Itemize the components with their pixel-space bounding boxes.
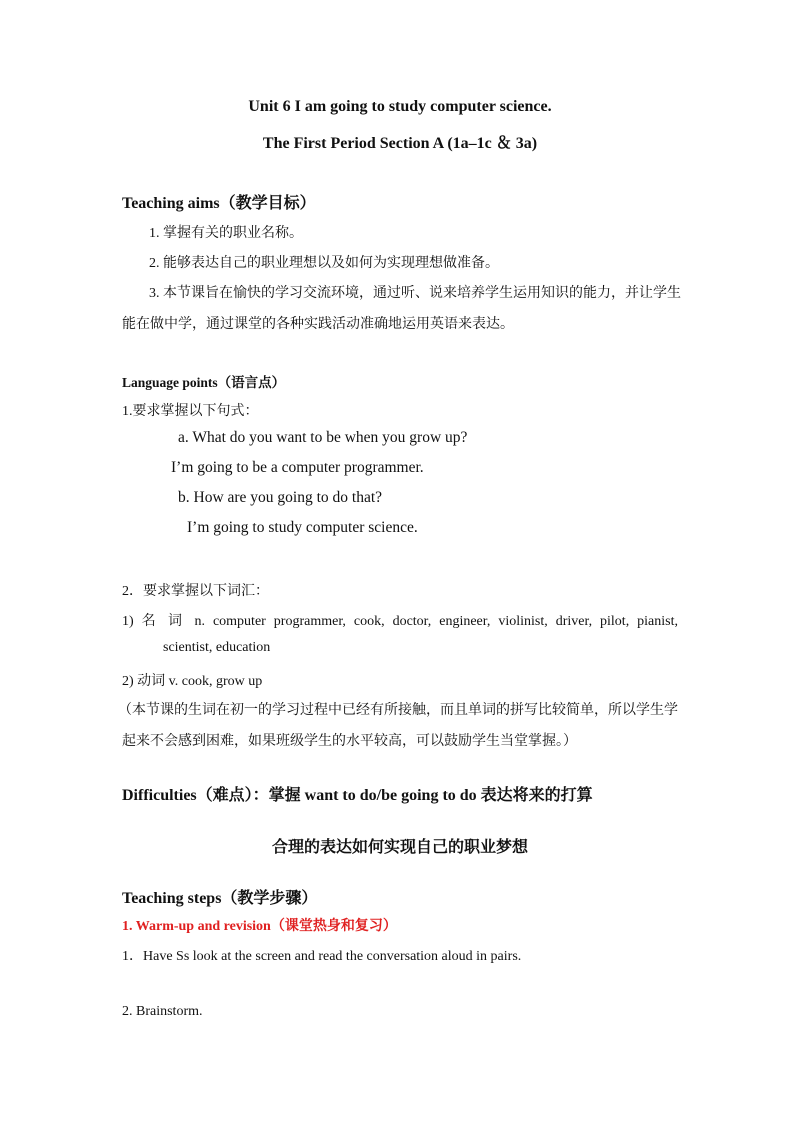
note-line-1: （本节课的生词在初一的学习过程中已经有所接触，而且单词的拼写比较简单，所以学生学: [118, 703, 678, 718]
title-line-1: Unit 6 I am going to study computer science.: [248, 98, 552, 115]
sentence-requirement: 1.要求掌握以下句式：: [122, 404, 259, 419]
step-1-heading: 1. Warm-up and revision（课堂热身和复习）: [122, 919, 397, 934]
teaching-aims-heading: Teaching aims（教学目标）: [122, 195, 316, 212]
step-1-item-1: 1．Have Ss look at the screen and read the conversation aloud in pairs.: [122, 949, 522, 964]
difficulties-line-2: 合理的表达如何实现自己的职业梦想: [271, 839, 528, 856]
difficulties-line-1: Difficulties（难点）：掌握 want to do/be going to do 表达将来的打算: [122, 787, 593, 804]
language-points-heading: Language points（语言点）: [122, 375, 286, 390]
verbs-line: 2) 动词 v. cook, grow up: [122, 674, 263, 689]
vocabulary-requirement: 2．要求掌握以下词汇：: [122, 584, 269, 599]
nouns-line-1: 1) 名 词 n. computer programmer, cook, doctor, engineer, violinist, driver, pilot, pianist,: [122, 614, 678, 629]
sentence-b-answer: I’m going to study computer science.: [187, 519, 418, 536]
note-line-2: 起来不会感到困难，如果班级学生的水平较高，可以鼓励学生当堂掌握。）: [122, 734, 577, 749]
sentence-a-answer: I’m going to be a computer programmer.: [171, 459, 424, 476]
teaching-steps-heading: Teaching steps（教学步骤）: [122, 890, 318, 907]
sentence-b-question: b. How are you going to do that?: [178, 489, 383, 506]
aim-item-2: 2. 能够表达自己的职业理想以及如何为实现理想做准备。: [149, 256, 499, 271]
title-line-2: The First Period Section A (1a–1c ＆ 3a): [262, 135, 538, 152]
aim-item-1: 1. 掌握有关的职业名称。: [149, 226, 303, 241]
nouns-line-2: scientist, education: [163, 640, 271, 655]
sentence-a-question: a. What do you want to be when you grow up?: [178, 429, 468, 446]
aim-item-3-continued: 能在做中学，通过课堂的各种实践活动准确地运用英语来表达。: [122, 317, 514, 332]
step-1-item-2: 2. Brainstorm.: [122, 1004, 203, 1019]
aim-item-3: 3. 本节课旨在愉快的学习交流环境，通过听、说来培养学生运用知识的能力，并让学生: [149, 286, 681, 301]
